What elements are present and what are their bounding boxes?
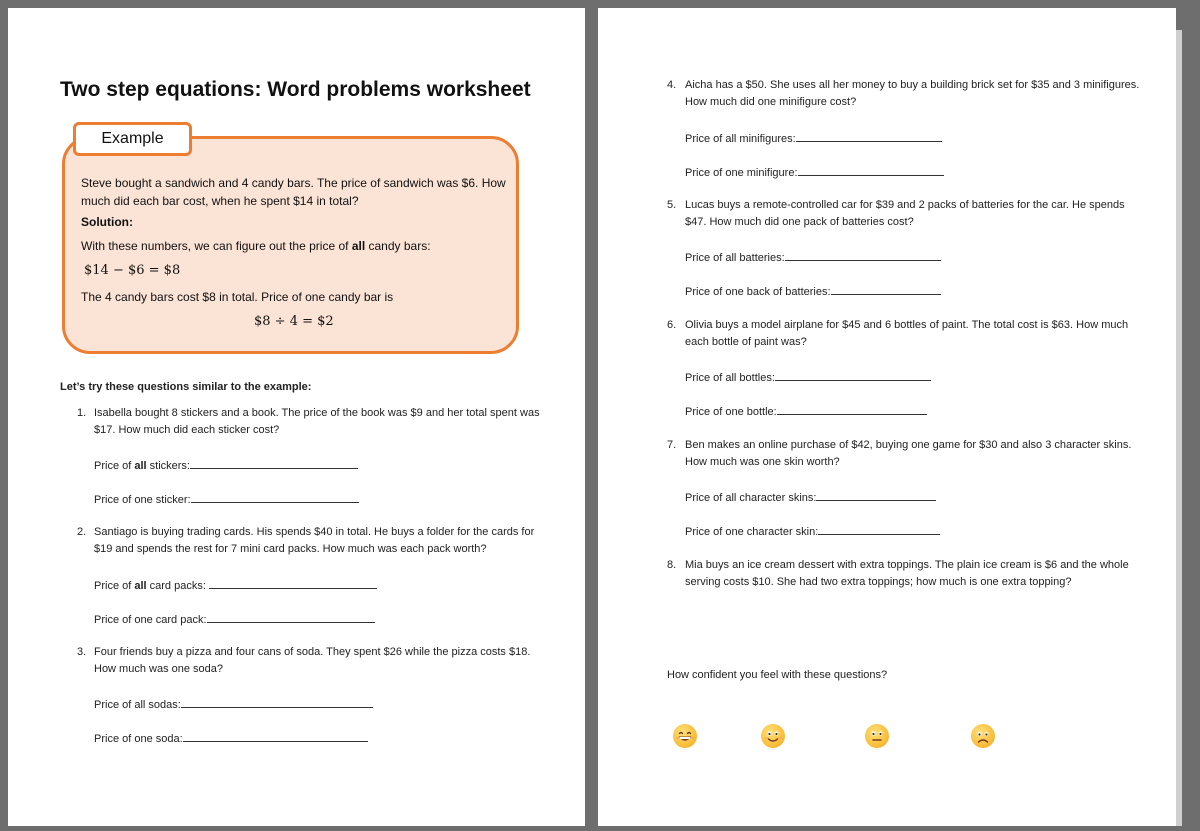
question-6-text xyxy=(685,317,1165,351)
question-2-number: 2. xyxy=(77,526,87,538)
question-3-line-2: How much was one soda? xyxy=(94,663,224,675)
question-6-line-1: Olivia buys a model airplane for $45 and 6 bottles of paint. The total cost is $63. How much xyxy=(685,319,1129,331)
answer-label: Price of one bottle: xyxy=(685,406,777,418)
step1-text-end: candy bars: xyxy=(365,239,431,253)
practice-intro: Let’s try these questions similar to the example: xyxy=(60,381,312,393)
question-4-text xyxy=(685,77,1165,111)
question-6-line-2: each bottle of paint was? xyxy=(685,336,807,348)
answer-label-bold: all xyxy=(134,460,147,472)
answer-blank[interactable] xyxy=(207,610,375,623)
question-5-line-2: $47. How much did one pack of batteries cost? xyxy=(685,216,914,228)
answer-label: Price of all batteries: xyxy=(685,252,785,264)
question-4-number: 4. xyxy=(667,79,677,91)
answer-label: Price of one sticker: xyxy=(94,494,191,506)
question-8-number: 8. xyxy=(667,559,677,571)
question-3-answer-all xyxy=(94,695,373,714)
question-7-answer-one xyxy=(685,522,940,541)
question-6-answer-all xyxy=(685,368,931,387)
answer-label: Price of one soda: xyxy=(94,733,183,745)
answer-blank[interactable] xyxy=(191,490,359,503)
equation-1: $14 − $6 = $8 xyxy=(84,263,181,278)
frowning-face-icon[interactable] xyxy=(970,723,996,749)
answer-blank[interactable] xyxy=(831,282,941,295)
answer-label: Price of one character skin: xyxy=(685,526,819,538)
example-problem-line-2: much did each bar cost, when he spent $14 in total? xyxy=(81,194,359,208)
answer-label: Price of one minifigure: xyxy=(685,167,798,179)
answer-label: Price of xyxy=(94,460,135,472)
solution-step-2: The 4 candy bars cost $8 in total. Price of one candy bar is xyxy=(81,290,394,304)
question-3-line-1: Four friends buy a pizza and four cans of soda. They spent $26 while the pizza costs $18. xyxy=(94,646,531,658)
answer-label: Price of all character skins: xyxy=(685,492,817,504)
viewer-background-edge xyxy=(1182,28,1200,831)
question-7-line-1: Ben makes an online purchase of $42, buying one game for $30 and also 3 character skins. xyxy=(685,439,1132,451)
question-5-line-1: Lucas buys a remote-controlled car for $39 and 2 packs of batteries for the car. He spends xyxy=(685,199,1125,211)
answer-label-end: card packs: xyxy=(146,580,206,592)
answer-blank[interactable] xyxy=(816,488,936,501)
question-2-answer-one xyxy=(94,610,375,629)
question-7-answer-all xyxy=(685,488,936,507)
step1-text: With these numbers, we can figure out the price of xyxy=(81,239,352,253)
answer-label: Price of all bottles: xyxy=(685,372,775,384)
question-8-line-1: Mia buys an ice cream dessert with extra toppings. The plain ice cream is $6 and the whole xyxy=(685,559,1129,571)
question-4-answer-one xyxy=(685,163,944,182)
worksheet-page-2 xyxy=(598,8,1176,826)
answer-blank[interactable] xyxy=(775,368,931,381)
neutral-face-icon[interactable] xyxy=(864,723,890,749)
question-3-answer-one xyxy=(94,729,368,748)
solution-step-1 xyxy=(81,237,431,255)
question-2-text xyxy=(94,524,554,558)
answer-blank[interactable] xyxy=(785,248,941,261)
confidence-prompt: How confident you feel with these questions? xyxy=(667,669,888,681)
question-1-answer-all xyxy=(94,456,358,475)
question-8-line-2: serving costs $10. She had two extra toppings; how much is one extra topping? xyxy=(685,576,1072,588)
answer-blank[interactable] xyxy=(183,729,368,742)
solution-label: Solution: xyxy=(81,215,133,229)
equation-2: $8 ÷ 4 = $2 xyxy=(254,314,334,329)
step1-bold-word: all xyxy=(351,239,366,253)
answer-label: Price of all minifigures: xyxy=(685,133,796,145)
question-5-number: 5. xyxy=(667,199,677,211)
question-5-answer-all xyxy=(685,248,941,267)
answer-blank[interactable] xyxy=(777,402,927,415)
question-1-answer-one xyxy=(94,490,359,509)
question-1-line-1: Isabella bought 8 stickers and a book. The price of the book was $9 and her total spent was xyxy=(94,407,540,419)
question-6-answer-one xyxy=(685,402,927,421)
question-5-answer-one xyxy=(685,282,941,301)
question-5-text xyxy=(685,197,1165,231)
answer-blank[interactable] xyxy=(190,456,358,469)
answer-blank[interactable] xyxy=(796,129,942,142)
question-6-number: 6. xyxy=(667,319,677,331)
question-1-line-2: $17. How much did each sticker cost? xyxy=(94,424,280,436)
answer-label-bold: all xyxy=(134,580,147,592)
answer-label: Price of one back of batteries: xyxy=(685,286,831,298)
answer-blank[interactable] xyxy=(181,695,373,708)
answer-blank[interactable] xyxy=(209,576,377,589)
answer-label: Price of one card pack: xyxy=(94,614,207,626)
example-problem xyxy=(81,174,511,210)
question-1-number: 1. xyxy=(77,407,87,419)
question-4-line-1: Aicha has a $50. She uses all her money to buy a building brick set for $35 and 3 minifigures. xyxy=(685,79,1140,91)
question-4-line-2: How much did one minifigure cost? xyxy=(685,96,857,108)
answer-blank[interactable] xyxy=(818,522,940,535)
question-7-text xyxy=(685,437,1165,471)
question-2-line-2: $19 and spends the rest for 7 mini card packs. How much was each pack worth? xyxy=(94,543,487,555)
example-problem-line-1: Steve bought a sandwich and 4 candy bars. The price of sandwich was $6. How xyxy=(81,176,506,190)
grinning-face-icon[interactable] xyxy=(672,723,698,749)
question-3-number: 3. xyxy=(77,646,87,658)
question-4-answer-all xyxy=(685,129,942,148)
answer-blank[interactable] xyxy=(798,163,944,176)
next-page-edge xyxy=(1176,30,1182,826)
answer-label-end: stickers: xyxy=(146,460,190,472)
question-3-text xyxy=(94,644,554,678)
question-1-text xyxy=(94,405,554,439)
answer-label: Price of xyxy=(94,580,135,592)
worksheet-title: Two step equations: Word problems worksheet xyxy=(60,78,531,101)
question-7-number: 7. xyxy=(667,439,677,451)
question-7-line-2: How much was one skin worth? xyxy=(685,456,840,468)
question-8-text xyxy=(685,557,1165,591)
smiling-face-icon[interactable] xyxy=(760,723,786,749)
question-2-line-1: Santiago is buying trading cards. His spends $40 in total. He buys a folder for the cards for xyxy=(94,526,535,538)
worksheet-page-1 xyxy=(8,8,585,826)
example-tab-label: Example xyxy=(73,122,192,156)
answer-label: Price of all sodas: xyxy=(94,699,181,711)
question-2-answer-all xyxy=(94,576,377,595)
